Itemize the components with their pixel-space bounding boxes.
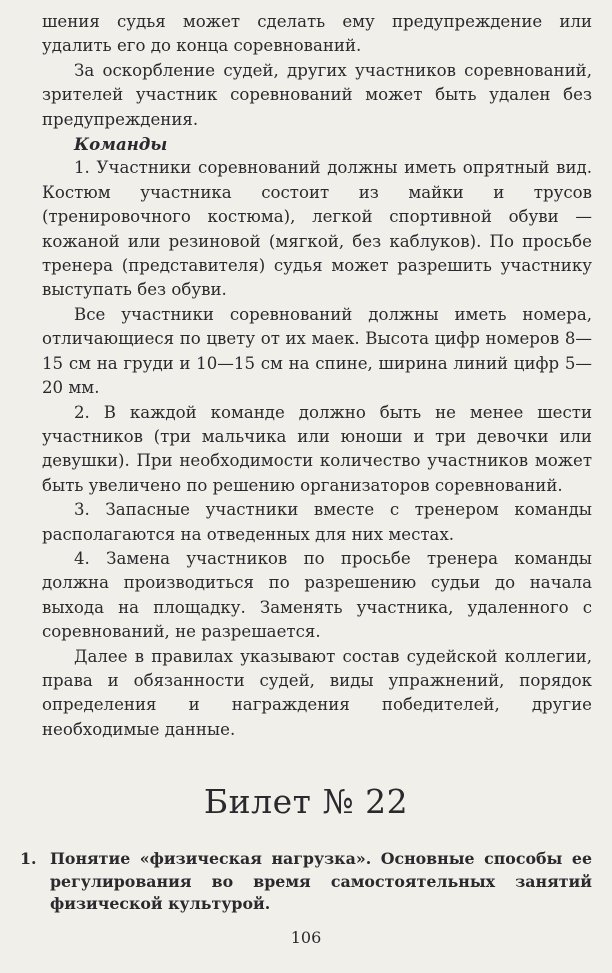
paragraph: 3. Запасные участники вместе с тренером команды располагаются на отведенных для них местах. xyxy=(42,500,592,544)
paragraph: 1. Участники соревнований должны иметь опрятный вид. Костюм участника состоит из майки и трусов (тренировочного костюма), легкой спортивной обуви — кожаной или резиновой (мягкой, без каблуков). По просьбе тренера (представителя) судья может разрешить участнику выступать без обуви. xyxy=(42,158,592,300)
paragraph: 4. Замена участников по просьбе тренера команды должна производиться по разрешению судьи до начала выхода на площадку. Заменять участника, удаленного с соревнований, не разрешается. xyxy=(42,548,592,642)
question-item xyxy=(20,848,592,916)
paragraph: За оскорбление судей, других участников соревнований, зрителей участник соревнований может быть удален без предупреждения. xyxy=(42,60,592,129)
paragraph: шения судья может сделать ему предупреждение или удалить его до конца соревнований. xyxy=(42,12,592,56)
question-number: 1. xyxy=(20,849,37,868)
ticket-title: Билет № 22 xyxy=(203,782,409,821)
paragraph: Далее в правилах указывают состав судейской коллегии, права и обязанности судей, виды упражнений, порядок определения и награждения победителей, другие необходимые данные. xyxy=(42,646,592,739)
paragraph: Все участники соревнований должны иметь номера, отличающиеся по цвету от их маек. Высота цифр номеров 8—15 см на груди и 10—15 см на спине, ширина линий цифр 5—20 мм. xyxy=(42,304,592,398)
paragraph: 2. В каждой команде должно быть не менее шести участников (три мальчика или юноши и три девочки или девушки). При необходимости количество участников может быть увеличено по решению организаторов соревнований. xyxy=(42,402,592,495)
page-number: 106 xyxy=(290,928,322,947)
question-text: Понятие «физическая нагрузка». Основные способы ее регулирования во время самостоятельных занятий физической культурой. xyxy=(50,849,592,913)
section-heading: Команды xyxy=(74,134,168,155)
text-column xyxy=(42,10,592,742)
